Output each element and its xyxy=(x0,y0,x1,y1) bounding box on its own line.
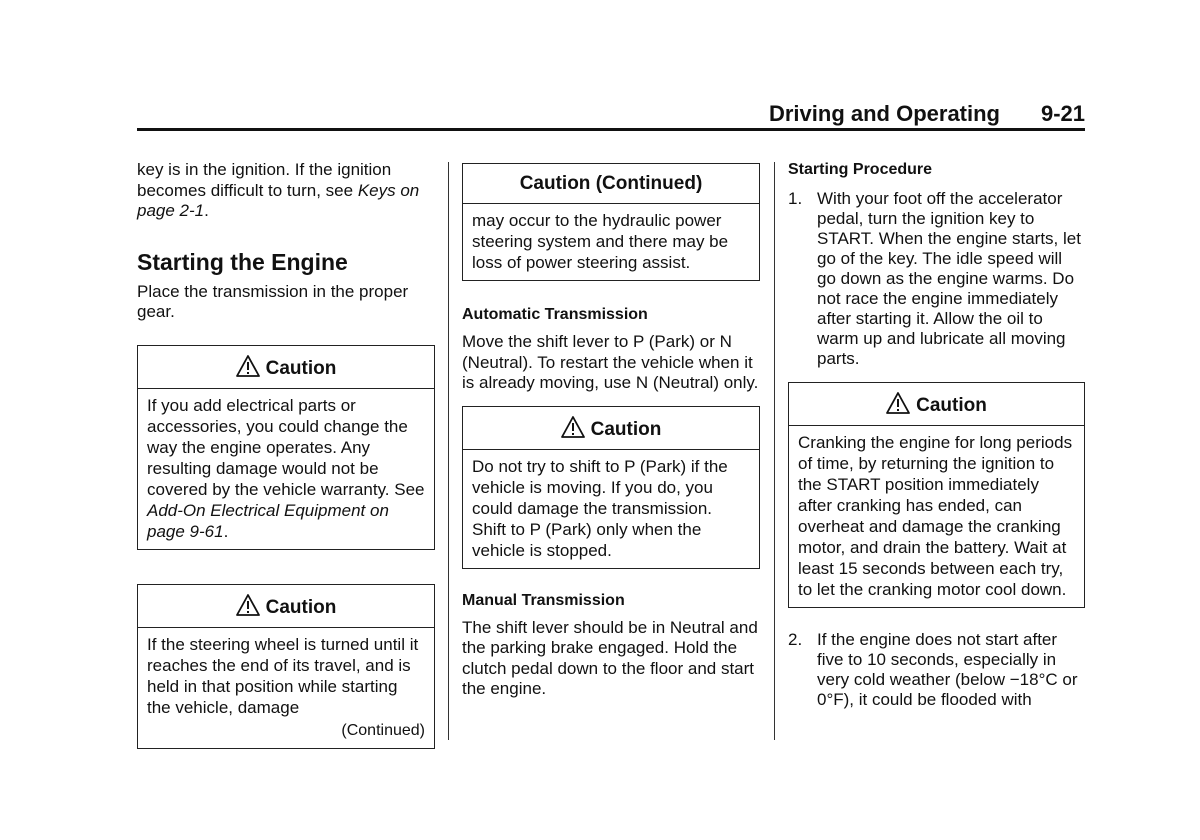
caution-box xyxy=(137,584,435,749)
caution-header: Caution xyxy=(138,585,434,628)
column-3 xyxy=(788,160,1085,710)
page-number: 9-21 xyxy=(1040,101,1085,126)
column-1 xyxy=(137,160,435,749)
caution-header: Caution (Continued) xyxy=(463,164,759,204)
column-divider xyxy=(448,162,449,740)
warning-triangle-icon xyxy=(236,594,260,616)
caution-body: If the steering wheel is turned until it reaches the end of its travel, and is held in that position while starting the vehicle, damage (Continued) xyxy=(147,634,425,739)
subheading-manual: Manual Transmission xyxy=(462,591,625,609)
header-rule xyxy=(137,128,1085,131)
list-item: 2. If the engine does not start after five to 10 seconds, especially in very cold weather (below −18°C or 0°F), it could be flooded with xyxy=(788,630,1078,709)
caution-header: Caution xyxy=(138,346,434,389)
caution-body: If you add electrical parts or accessories, you could change the way the engine operates. Any resulting damage would not be covered by the vehicle warranty. See Add-On Electrical Equipment on page 9-61. xyxy=(147,395,425,541)
section-text: Place the transmission in the proper gear. xyxy=(137,281,409,321)
caution-body: Cranking the engine for long periods of time, by returning the ignition to the START position immediately after cranking has ended, can overheat and damage the cranking motor, and drain the battery. Wait at least 15 seconds between each try, to let the cranking motor cool down. xyxy=(798,433,1073,599)
warning-triangle-icon xyxy=(561,416,585,438)
column-divider xyxy=(774,162,775,740)
cross-reference: Keys on page 2-1 xyxy=(137,180,420,220)
section-title: Starting the Engine xyxy=(137,248,348,275)
caution-body: may occur to the hydraulic power steering system and there may be loss of power steering assist. xyxy=(472,211,729,272)
subheading-starting-procedure: Starting Procedure xyxy=(788,161,933,178)
continued-label: (Continued) xyxy=(341,721,425,739)
caution-body: Do not try to shift to P (Park) if the vehicle is moving. If you do, you could damage the transmission. Shift to P (Park) only when the vehicle is stopped. xyxy=(472,456,728,560)
caution-box xyxy=(788,382,1085,608)
chapter-title: Driving and Operating xyxy=(768,101,1000,126)
automatic-text: Move the shift lever to P (Park) or N (Neutral). To restart the vehicle when it is already moving, use N (Neutral) only. xyxy=(462,332,759,392)
column-2 xyxy=(462,160,760,700)
caution-box xyxy=(462,406,760,569)
step-number: 2. xyxy=(788,630,803,649)
subheading-automatic: Automatic Transmission xyxy=(462,306,648,323)
warning-triangle-icon xyxy=(886,392,910,414)
caution-box-continued xyxy=(462,163,760,281)
caution-box xyxy=(137,345,435,550)
warning-triangle-icon xyxy=(236,355,260,377)
intro-paragraph: key is in the ignition. If the ignition becomes difficult to turn, see Keys on page 2-1. xyxy=(137,160,420,220)
manual-text: The shift lever should be in Neutral and the parking brake engaged. Hold the clutch pedal down to the floor and start the engine. xyxy=(462,617,758,698)
cross-reference: Add-On Electrical Equipment on page 9-61 xyxy=(147,500,389,541)
list-item: 1. With your foot off the accelerator pedal, turn the ignition key to START. When the engine starts, let go of the key. The idle speed will go down as the engine warms. Do not race the engine immediately after starting it. Allow the oil to warm up and lubricate all moving parts. xyxy=(788,189,1081,368)
caution-header: Caution xyxy=(463,407,759,450)
step-number: 1. xyxy=(788,189,803,208)
procedure-list xyxy=(788,189,1085,369)
caution-header: Caution xyxy=(789,383,1084,426)
procedure-list xyxy=(788,630,1085,710)
